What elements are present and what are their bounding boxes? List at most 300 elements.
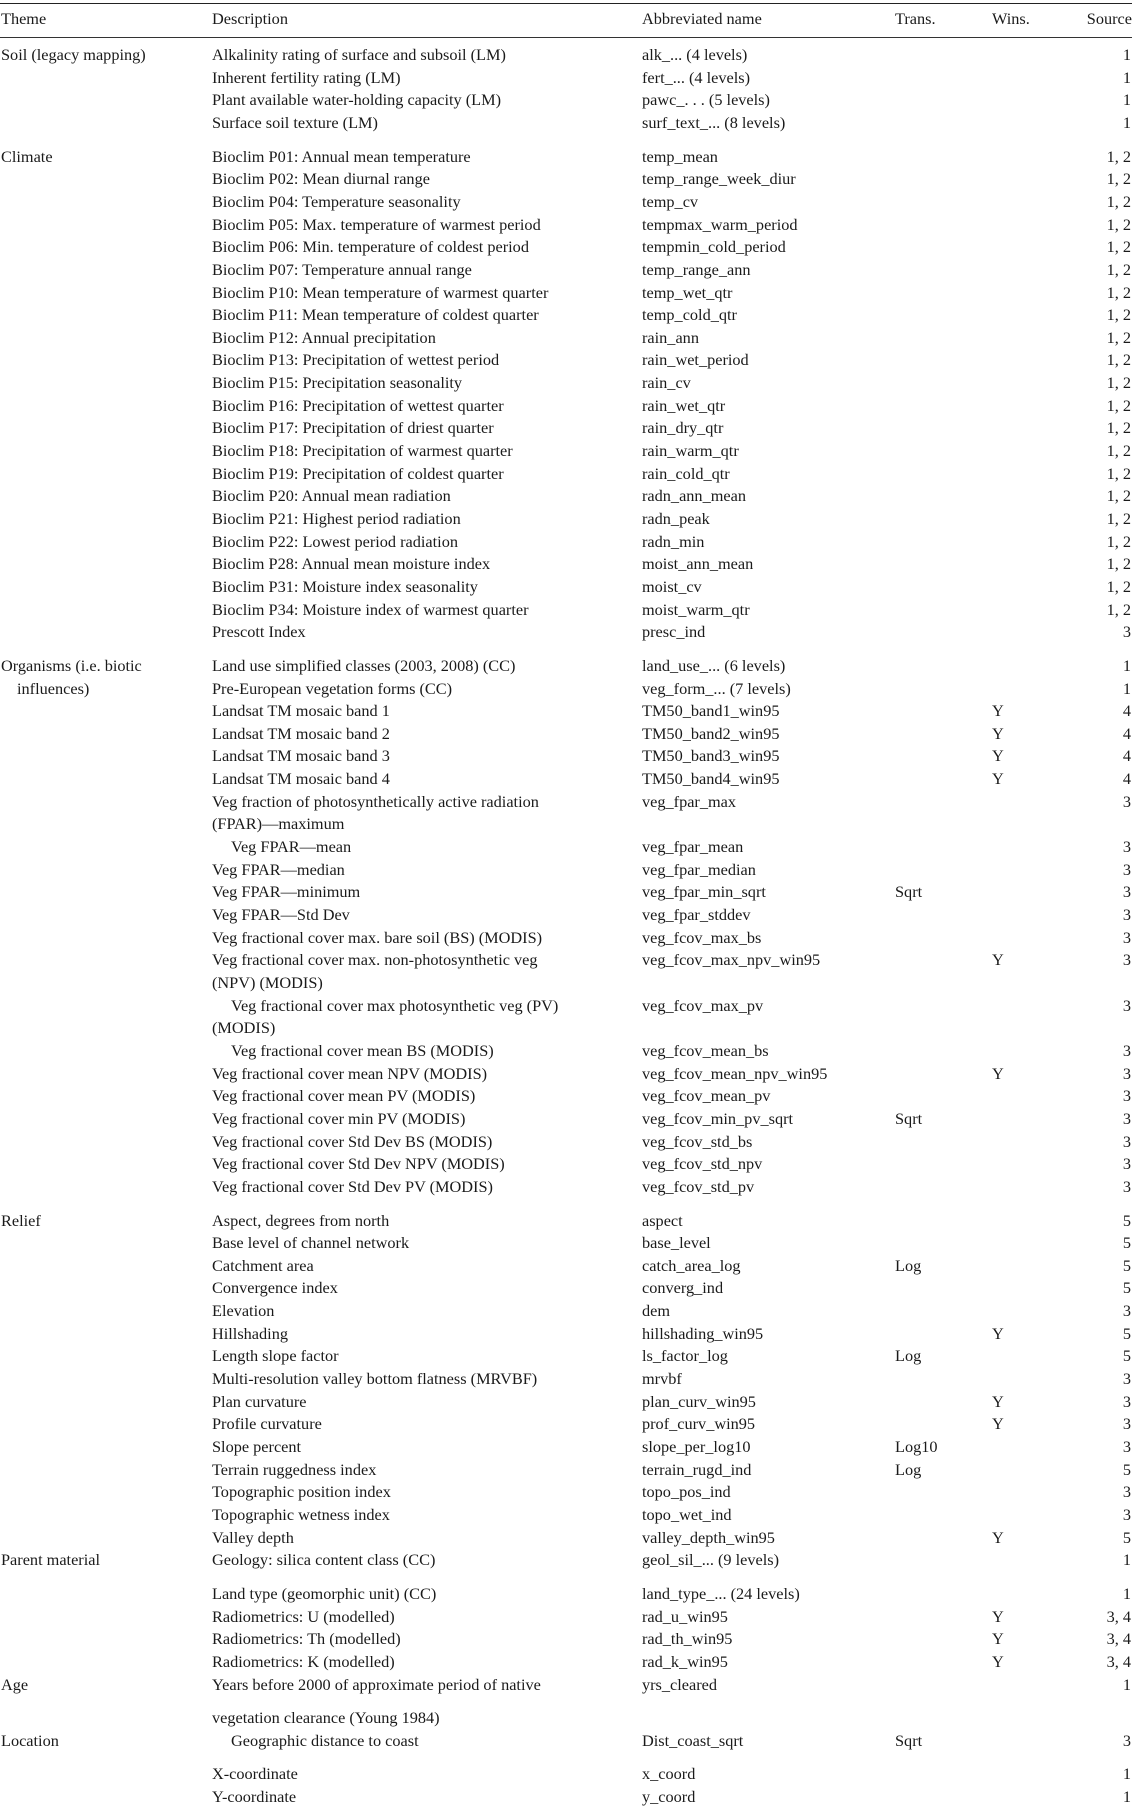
table-row: [0, 1628, 1132, 1650]
table-row: [0, 1063, 1132, 1085]
description-cell: Length slope factor: [212, 1346, 339, 1365]
table-row: [0, 768, 1132, 790]
abbreviated-name-cell: TM50_band4_win95: [642, 769, 780, 788]
source-cell: 3, 4: [1106, 1607, 1131, 1626]
table-row: [0, 1606, 1132, 1628]
description-cell: Slope percent: [212, 1437, 302, 1456]
table-row: [0, 723, 1132, 745]
abbreviated-name-cell: base_level: [642, 1233, 711, 1252]
source-cell: 3: [1122, 622, 1131, 641]
description-cell: Bioclim P02: Mean diurnal range: [212, 169, 430, 188]
source-cell: 3: [1122, 905, 1131, 924]
table-row: [0, 655, 1132, 677]
abbreviated-name-cell: surf_text_... (8 levels): [642, 113, 786, 132]
abbreviated-name-cell: moist_cv: [642, 577, 702, 596]
source-cell: 1: [1122, 1787, 1131, 1806]
abbreviated-name-cell: rain_cv: [642, 373, 691, 392]
description-cell: Years before 2000 of approximate period of native: [212, 1675, 541, 1694]
wins-cell: Y: [992, 769, 1004, 788]
abbreviated-name-cell: plan_curv_win95: [642, 1392, 756, 1411]
table-row: [0, 995, 1132, 1017]
source-cell: 3: [1122, 1041, 1131, 1060]
source-cell: 1: [1122, 656, 1131, 675]
abbreviated-name-cell: TM50_band2_win95: [642, 724, 780, 743]
table-row: [0, 859, 1132, 881]
description-cell: Base level of channel network: [212, 1233, 410, 1252]
description-cell: Topographic position index: [212, 1482, 391, 1501]
source-cell: 3: [1122, 1064, 1131, 1083]
table-row: [0, 1549, 1132, 1571]
table-row: [0, 236, 1132, 258]
source-cell: 1, 2: [1106, 486, 1131, 505]
table-row: [0, 168, 1132, 190]
table-row: [0, 1583, 1132, 1605]
description-cell: Y-coordinate: [212, 1787, 297, 1806]
abbreviated-name-cell: veg_fpar_median: [642, 860, 756, 879]
source-cell: 3, 4: [1106, 1629, 1131, 1648]
table-row: [0, 1459, 1132, 1481]
source-cell: 5: [1122, 1211, 1131, 1230]
wins-cell: Y: [992, 701, 1004, 720]
table-row: [0, 813, 1132, 835]
source-cell: 1, 2: [1106, 192, 1131, 211]
description-cell: Veg fractional cover mean BS (MODIS): [231, 1041, 494, 1060]
description-cell: Landsat TM mosaic band 3: [212, 746, 390, 765]
abbreviated-name-cell: dem: [642, 1301, 671, 1320]
table-row: [0, 1108, 1132, 1130]
source-cell: 1: [1122, 68, 1131, 87]
abbreviated-name-cell: rain_warm_qtr: [642, 441, 739, 460]
theme-cell: influences): [17, 679, 90, 698]
description-cell: Veg fractional cover mean PV (MODIS): [212, 1086, 476, 1105]
abbreviated-name-cell: rain_wet_period: [642, 350, 749, 369]
wins-cell: Y: [992, 1064, 1004, 1083]
description-cell: Bioclim P21: Highest period radiation: [212, 509, 461, 528]
theme-cell: Organisms (i.e. biotic: [1, 656, 142, 675]
trans-cell: Log: [895, 1460, 922, 1479]
source-cell: 1: [1122, 679, 1131, 698]
description-cell: Land use simplified classes (2003, 2008) (CC): [212, 656, 516, 675]
source-cell: 3: [1122, 1109, 1131, 1128]
table-row: [0, 1210, 1132, 1232]
table-row: [0, 1674, 1132, 1696]
abbreviated-name-cell: TM50_band1_win95: [642, 701, 780, 720]
abbreviated-name-cell: rain_cold_qtr: [642, 464, 730, 483]
description-cell: Land type (geomorphic unit) (CC): [212, 1584, 437, 1603]
source-cell: 3: [1122, 1177, 1131, 1196]
table-row: [0, 1277, 1132, 1299]
table-row: [0, 531, 1132, 553]
wins-cell: Y: [992, 1414, 1004, 1433]
source-cell: 1, 2: [1106, 215, 1131, 234]
theme-cell: Relief: [1, 1211, 41, 1230]
trans-cell: Log: [895, 1256, 922, 1275]
abbreviated-name-cell: radn_ann_mean: [642, 486, 746, 505]
source-cell: 5: [1122, 1233, 1131, 1252]
description-cell: Topographic wetness index: [212, 1505, 390, 1524]
description-cell: Bioclim P04: Temperature seasonality: [212, 192, 461, 211]
source-cell: 4: [1122, 724, 1131, 743]
table-row: [0, 1391, 1132, 1413]
abbreviated-name-cell: topo_pos_ind: [642, 1482, 731, 1501]
description-cell: Pre-European vegetation forms (CC): [212, 679, 453, 698]
abbreviated-name-cell: veg_fcov_min_pv_sqrt: [642, 1109, 794, 1128]
source-cell: 1, 2: [1106, 554, 1131, 573]
abbreviated-name-cell: rain_dry_qtr: [642, 418, 724, 437]
source-cell: 1, 2: [1106, 305, 1131, 324]
source-cell: 3: [1122, 928, 1131, 947]
source-cell: 1, 2: [1106, 237, 1131, 256]
wins-cell: Y: [992, 746, 1004, 765]
abbreviated-name-cell: veg_fcov_mean_npv_win95: [642, 1064, 828, 1083]
source-cell: 1, 2: [1106, 396, 1131, 415]
table-row: [0, 304, 1132, 326]
source-cell: 1: [1122, 45, 1131, 64]
abbreviated-name-cell: Dist_coast_sqrt: [642, 1731, 744, 1750]
table-row: [0, 1413, 1132, 1435]
description-cell: Landsat TM mosaic band 4: [212, 769, 390, 788]
abbreviated-name-cell: terrain_rugd_ind: [642, 1460, 752, 1479]
description-cell: Veg FPAR—median: [212, 860, 345, 879]
description-cell: Veg fractional cover mean NPV (MODIS): [212, 1064, 488, 1083]
wins-cell: Y: [992, 1392, 1004, 1411]
wins-cell: Y: [992, 1629, 1004, 1648]
abbreviated-name-cell: pawc_. . . (5 levels): [642, 90, 770, 109]
table-row: [0, 1131, 1132, 1153]
table-row: [0, 599, 1132, 621]
wins-cell: Y: [992, 1652, 1004, 1671]
header-source: Source: [1086, 9, 1132, 28]
description-cell: Veg FPAR—Std Dev: [212, 905, 350, 924]
source-cell: 3: [1122, 1154, 1131, 1173]
source-cell: 5: [1122, 1528, 1131, 1547]
description-cell: Plan curvature: [212, 1392, 307, 1411]
abbreviated-name-cell: fert_... (4 levels): [642, 68, 751, 87]
abbreviated-name-cell: veg_fpar_min_sqrt: [642, 882, 766, 901]
abbreviated-name-cell: TM50_band3_win95: [642, 746, 780, 765]
source-cell: 5: [1122, 1256, 1131, 1275]
table-row: [0, 395, 1132, 417]
trans-cell: Sqrt: [895, 1109, 923, 1128]
theme-cell: Climate: [1, 147, 53, 166]
abbreviated-name-cell: land_type_... (24 levels): [642, 1584, 800, 1603]
source-cell: 3: [1122, 1414, 1131, 1433]
description-cell: Bioclim P34: Moisture index of warmest quarter: [212, 600, 529, 619]
abbreviated-name-cell: slope_per_log10: [642, 1437, 751, 1456]
description-cell: Terrain ruggedness index: [212, 1460, 377, 1479]
abbreviated-name-cell: y_coord: [642, 1787, 696, 1806]
abbreviated-name-cell: veg_fpar_max: [642, 792, 737, 811]
table-row: [0, 791, 1132, 813]
source-cell: 1, 2: [1106, 328, 1131, 347]
abbreviated-name-cell: prof_curv_win95: [642, 1414, 756, 1433]
table-row: [0, 1153, 1132, 1175]
table-row: [0, 1504, 1132, 1526]
abbreviated-name-cell: temp_cold_qtr: [642, 305, 737, 324]
abbreviated-name-cell: alk_... (4 levels): [642, 45, 748, 64]
source-cell: 1, 2: [1106, 260, 1131, 279]
description-cell: Bioclim P17: Precipitation of driest quarter: [212, 418, 494, 437]
abbreviated-name-cell: veg_fpar_mean: [642, 837, 744, 856]
table-row: [0, 463, 1132, 485]
abbreviated-name-cell: tempmin_cold_period: [642, 237, 786, 256]
description-cell: Landsat TM mosaic band 2: [212, 724, 390, 743]
abbreviated-name-cell: veg_form_... (7 levels): [642, 679, 791, 698]
source-cell: 1: [1122, 90, 1131, 109]
table-row: [0, 1176, 1132, 1198]
wins-cell: Y: [992, 1607, 1004, 1626]
description-cell: Veg fractional cover Std Dev BS (MODIS): [212, 1132, 493, 1151]
header-rule: [0, 37, 1132, 38]
abbreviated-name-cell: radn_peak: [642, 509, 710, 528]
abbreviated-name-cell: temp_mean: [642, 147, 718, 166]
description-cell: Radiometrics: Th (modelled): [212, 1629, 401, 1648]
source-cell: 4: [1122, 701, 1131, 720]
description-cell: Hillshading: [212, 1324, 288, 1343]
source-cell: 1, 2: [1106, 283, 1131, 302]
description-cell: Aspect, degrees from north: [212, 1211, 390, 1230]
source-cell: 1: [1122, 1764, 1131, 1783]
abbreviated-name-cell: rad_th_win95: [642, 1629, 733, 1648]
abbreviated-name-cell: presc_ind: [642, 622, 706, 641]
description-cell: Profile curvature: [212, 1414, 322, 1433]
table-row: [0, 214, 1132, 236]
description-cell: Veg fractional cover Std Dev PV (MODIS): [212, 1177, 493, 1196]
description-cell: Multi-resolution valley bottom flatness (MRVBF): [212, 1369, 538, 1388]
trans-cell: Sqrt: [895, 882, 923, 901]
description-cell: Landsat TM mosaic band 1: [212, 701, 390, 720]
table-row: [0, 1763, 1132, 1785]
table-row: [0, 440, 1132, 462]
abbreviated-name-cell: veg_fcov_mean_bs: [642, 1041, 769, 1060]
table-row: [0, 745, 1132, 767]
table-row: [0, 508, 1132, 530]
abbreviated-name-cell: rad_u_win95: [642, 1607, 728, 1626]
abbreviated-name-cell: temp_cv: [642, 192, 699, 211]
table-row: [0, 678, 1132, 700]
description-cell: Bioclim P06: Min. temperature of coldest period: [212, 237, 529, 256]
theme-cell: Soil (legacy mapping): [1, 45, 146, 64]
source-cell: 1: [1122, 113, 1131, 132]
table-row: [0, 904, 1132, 926]
table-row: [0, 259, 1132, 281]
source-cell: 3: [1122, 882, 1131, 901]
wins-cell: Y: [992, 724, 1004, 743]
abbreviated-name-cell: aspect: [642, 1211, 683, 1230]
description-cell: Radiometrics: K (modelled): [212, 1652, 395, 1671]
source-cell: 1, 2: [1106, 169, 1131, 188]
table-row: [0, 146, 1132, 168]
abbreviated-name-cell: veg_fcov_std_pv: [642, 1177, 755, 1196]
theme-cell: Age: [1, 1675, 29, 1694]
source-cell: 5: [1122, 1324, 1131, 1343]
source-cell: 1, 2: [1106, 577, 1131, 596]
table-row: [0, 1323, 1132, 1345]
description-cell: Bioclim P13: Precipitation of wettest period: [212, 350, 500, 369]
header-theme: Theme: [1, 9, 47, 28]
table-row: [0, 417, 1132, 439]
table-row: [0, 621, 1132, 643]
table-row: [0, 372, 1132, 394]
description-cell: Veg fractional cover min PV (MODIS): [212, 1109, 466, 1128]
wins-cell: Y: [992, 950, 1004, 969]
description-cell: Bioclim P05: Max. temperature of warmest period: [212, 215, 541, 234]
table-header: [0, 8, 1132, 30]
description-cell: Bioclim P19: Precipitation of coldest quarter: [212, 464, 504, 483]
description-cell: Veg FPAR—mean: [231, 837, 352, 856]
table-row: [0, 89, 1132, 111]
description-cell: Veg fractional cover max photosynthetic veg (PV): [231, 996, 559, 1015]
abbreviated-name-cell: veg_fcov_max_pv: [642, 996, 764, 1015]
source-cell: 1: [1122, 1675, 1131, 1694]
description-cell: Veg fractional cover max. bare soil (BS) (MODIS): [212, 928, 543, 947]
abbreviated-name-cell: moist_warm_qtr: [642, 600, 750, 619]
table-row: [0, 927, 1132, 949]
trans-cell: Log: [895, 1346, 922, 1365]
table-row: [0, 1300, 1132, 1322]
table-row: [0, 700, 1132, 722]
trans-cell: Sqrt: [895, 1731, 923, 1750]
source-cell: 1, 2: [1106, 147, 1131, 166]
description-cell: (FPAR)—maximum: [212, 814, 345, 833]
abbreviated-name-cell: veg_fpar_stddev: [642, 905, 751, 924]
table-row: [0, 1786, 1132, 1808]
source-cell: 5: [1122, 1278, 1131, 1297]
description-cell: Elevation: [212, 1301, 275, 1320]
description-cell: Veg FPAR—minimum: [212, 882, 361, 901]
description-cell: Bioclim P22: Lowest period radiation: [212, 532, 458, 551]
description-cell: Geology: silica content class (CC): [212, 1550, 436, 1569]
source-cell: 5: [1122, 1346, 1131, 1365]
table-row: [0, 1017, 1132, 1039]
table-row: [0, 67, 1132, 89]
description-cell: Veg fractional cover max. non-photosynthetic veg: [212, 950, 538, 969]
description-cell: Bioclim P12: Annual precipitation: [212, 328, 436, 347]
table-row: [0, 1040, 1132, 1062]
source-cell: 3: [1122, 1505, 1131, 1524]
table-row: [0, 1527, 1132, 1549]
description-cell: Catchment area: [212, 1256, 314, 1275]
source-cell: 1, 2: [1106, 532, 1131, 551]
top-rule: [0, 3, 1132, 4]
source-cell: 3: [1122, 996, 1131, 1015]
description-cell: X-coordinate: [212, 1764, 298, 1783]
abbreviated-name-cell: moist_ann_mean: [642, 554, 754, 573]
source-cell: 3: [1122, 950, 1131, 969]
description-cell: Plant available water-holding capacity (LM): [212, 90, 502, 109]
abbreviated-name-cell: land_use_... (6 levels): [642, 656, 786, 675]
description-cell: Bioclim P28: Annual mean moisture index: [212, 554, 491, 573]
source-cell: 1, 2: [1106, 509, 1131, 528]
table-row: [0, 1436, 1132, 1458]
abbreviated-name-cell: topo_wet_ind: [642, 1505, 732, 1524]
table-row: [0, 972, 1132, 994]
source-cell: 3: [1122, 1731, 1131, 1750]
description-cell: Radiometrics: U (modelled): [212, 1607, 395, 1626]
wins-cell: Y: [992, 1528, 1004, 1547]
source-cell: 3: [1122, 1301, 1131, 1320]
abbreviated-name-cell: yrs_cleared: [642, 1675, 718, 1694]
abbreviated-name-cell: x_coord: [642, 1764, 696, 1783]
description-cell: Surface soil texture (LM): [212, 113, 378, 132]
description-cell: Convergence index: [212, 1278, 338, 1297]
theme-cell: Parent material: [1, 1550, 100, 1569]
description-cell: Bioclim P10: Mean temperature of warmest quarter: [212, 283, 549, 302]
abbreviated-name-cell: temp_range_ann: [642, 260, 751, 279]
table-row: [0, 1368, 1132, 1390]
abbreviated-name-cell: geol_sil_... (9 levels): [642, 1550, 780, 1569]
table-row: [0, 282, 1132, 304]
description-cell: Bioclim P18: Precipitation of warmest quarter: [212, 441, 513, 460]
table-row: [0, 349, 1132, 371]
table-row: [0, 1345, 1132, 1367]
abbreviated-name-cell: valley_depth_win95: [642, 1528, 775, 1547]
wins-cell: Y: [992, 1324, 1004, 1343]
table-row: [0, 1707, 1132, 1729]
table-row: [0, 576, 1132, 598]
description-cell: Bioclim P31: Moisture index seasonality: [212, 577, 478, 596]
description-cell: Geographic distance to coast: [231, 1731, 419, 1750]
source-cell: 1, 2: [1106, 350, 1131, 369]
description-cell: Alkalinity rating of surface and subsoil (LM): [212, 45, 506, 64]
description-cell: Bioclim P16: Precipitation of wettest quarter: [212, 396, 504, 415]
abbreviated-name-cell: veg_fcov_mean_pv: [642, 1086, 771, 1105]
abbreviated-name-cell: rain_ann: [642, 328, 699, 347]
description-cell: Bioclim P11: Mean temperature of coldest quarter: [212, 305, 539, 324]
table-row: [0, 191, 1132, 213]
abbreviated-name-cell: veg_fcov_std_bs: [642, 1132, 753, 1151]
source-cell: 1: [1122, 1584, 1131, 1603]
source-cell: 1, 2: [1106, 418, 1131, 437]
abbreviated-name-cell: veg_fcov_std_npv: [642, 1154, 763, 1173]
header-trans: Trans.: [895, 9, 936, 28]
table-row: [0, 112, 1132, 134]
source-cell: 4: [1122, 769, 1131, 788]
header-wins: Wins.: [992, 9, 1030, 28]
table-row: [0, 1651, 1132, 1673]
description-cell: vegetation clearance (Young 1984): [212, 1708, 440, 1727]
table-row: [0, 881, 1132, 903]
description-cell: Bioclim P15: Precipitation seasonality: [212, 373, 463, 392]
description-cell: Bioclim P07: Temperature annual range: [212, 260, 472, 279]
abbreviated-name-cell: catch_area_log: [642, 1256, 741, 1275]
abbreviated-name-cell: veg_fcov_max_npv_win95: [642, 950, 821, 969]
description-cell: (NPV) (MODIS): [212, 973, 323, 992]
source-cell: 5: [1122, 1460, 1131, 1479]
abbreviated-name-cell: veg_fcov_max_bs: [642, 928, 762, 947]
abbreviated-name-cell: tempmax_warm_period: [642, 215, 798, 234]
abbreviated-name-cell: hillshading_win95: [642, 1324, 764, 1343]
table-row: [0, 1232, 1132, 1254]
description-cell: (MODIS): [212, 1018, 276, 1037]
description-cell: Bioclim P01: Annual mean temperature: [212, 147, 471, 166]
source-cell: 1: [1122, 1550, 1131, 1569]
description-cell: Inherent fertility rating (LM): [212, 68, 401, 87]
abbreviated-name-cell: ls_factor_log: [642, 1346, 728, 1365]
table-row: [0, 949, 1132, 971]
abbreviated-name-cell: temp_range_week_diur: [642, 169, 796, 188]
source-cell: 3: [1122, 792, 1131, 811]
table-row: [0, 836, 1132, 858]
source-cell: 3: [1122, 1437, 1131, 1456]
source-cell: 3: [1122, 1086, 1131, 1105]
table-row: [0, 1085, 1132, 1107]
abbreviated-name-cell: mrvbf: [642, 1369, 682, 1388]
table-row: [0, 485, 1132, 507]
abbreviated-name-cell: temp_wet_qtr: [642, 283, 733, 302]
abbreviated-name-cell: converg_ind: [642, 1278, 724, 1297]
source-cell: 3: [1122, 1132, 1131, 1151]
